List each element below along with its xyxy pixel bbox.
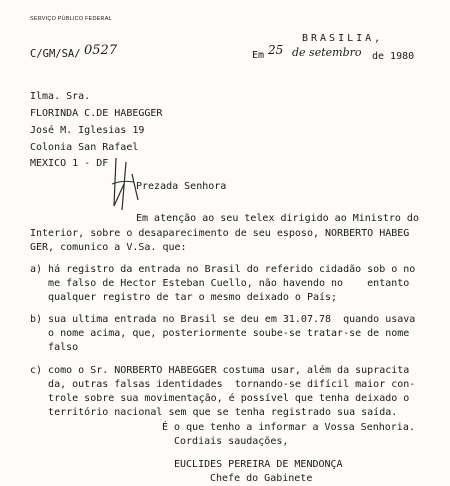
date-prefix: Em [252,50,265,61]
item-a-line-1: a) há registro da entrada no Brasil do referido cidadão sob o no [30,264,416,275]
recipient-district: Colonia San Rafael [30,142,139,153]
item-c-line-4: território nacional sem que se tenha registrado sua saída. [30,407,398,418]
intro-line-3: GER, comunico a V.Sa. que: [30,242,187,253]
intro-line-1: Em atenção ao seu telex dirigido ao Ministro do [136,213,419,224]
service-header: SERVIÇO PÚBLICO FEDERAL [30,16,112,22]
city-name: BRASILIA, [302,33,384,44]
item-b-line-2: o nome acima, que, posteriormente soube-se tratar-se de nome [30,328,410,339]
item-b-line-1: b) sua ultima entrada no Brasil se deu em 31.07.78 quando usava [30,314,416,325]
item-b-line-3: falso [30,342,79,353]
closing-line-1: É o que tenho a informar a Vossa Senhoria. [162,422,415,433]
date-month: de setembro [292,46,362,59]
closing-line-2: Cordiais saudações, [174,436,289,447]
recipient-city: MEXICO 1 - DF [30,158,109,169]
signatory-title: Chefe do Gabinete [210,473,313,484]
protocol-prefix: C/GM/SA/ [30,48,81,60]
item-c-line-1: c) como o Sr. NORBERTO HABEGGER costuma usar, além da supracita [30,365,410,376]
recipient-name: FLORINDA C.DE HABEGGER [30,108,163,119]
intro-line-2: Interior, sobre o desaparecimento de seu esposo, NORBERTO HABEG [30,228,410,239]
item-c-line-3: trole sobre sua movimentação, é possível que tenha deixado o [30,393,410,404]
date-year: de 1980 [372,51,415,62]
item-a-line-3: qualquer registro de tar o mesmo deixado o País; [30,292,338,303]
salutation-line: Ilma. Sra. [30,91,91,102]
recipient-street: José M. Iglesias 19 [30,125,145,136]
date-day: 25 [268,43,284,57]
greeting: Prezada Senhora [136,181,227,192]
item-a-line-2: me falso de Hector Esteban Cuello, não havendo no entanto [30,278,410,289]
signatory-name: EUCLIDES PEREIRA DE MENDONÇA [174,459,343,470]
protocol-number: 0527 [84,43,118,58]
item-c-line-2: da, outras falsas identidades tornando-se difícil maior con- [30,379,416,390]
